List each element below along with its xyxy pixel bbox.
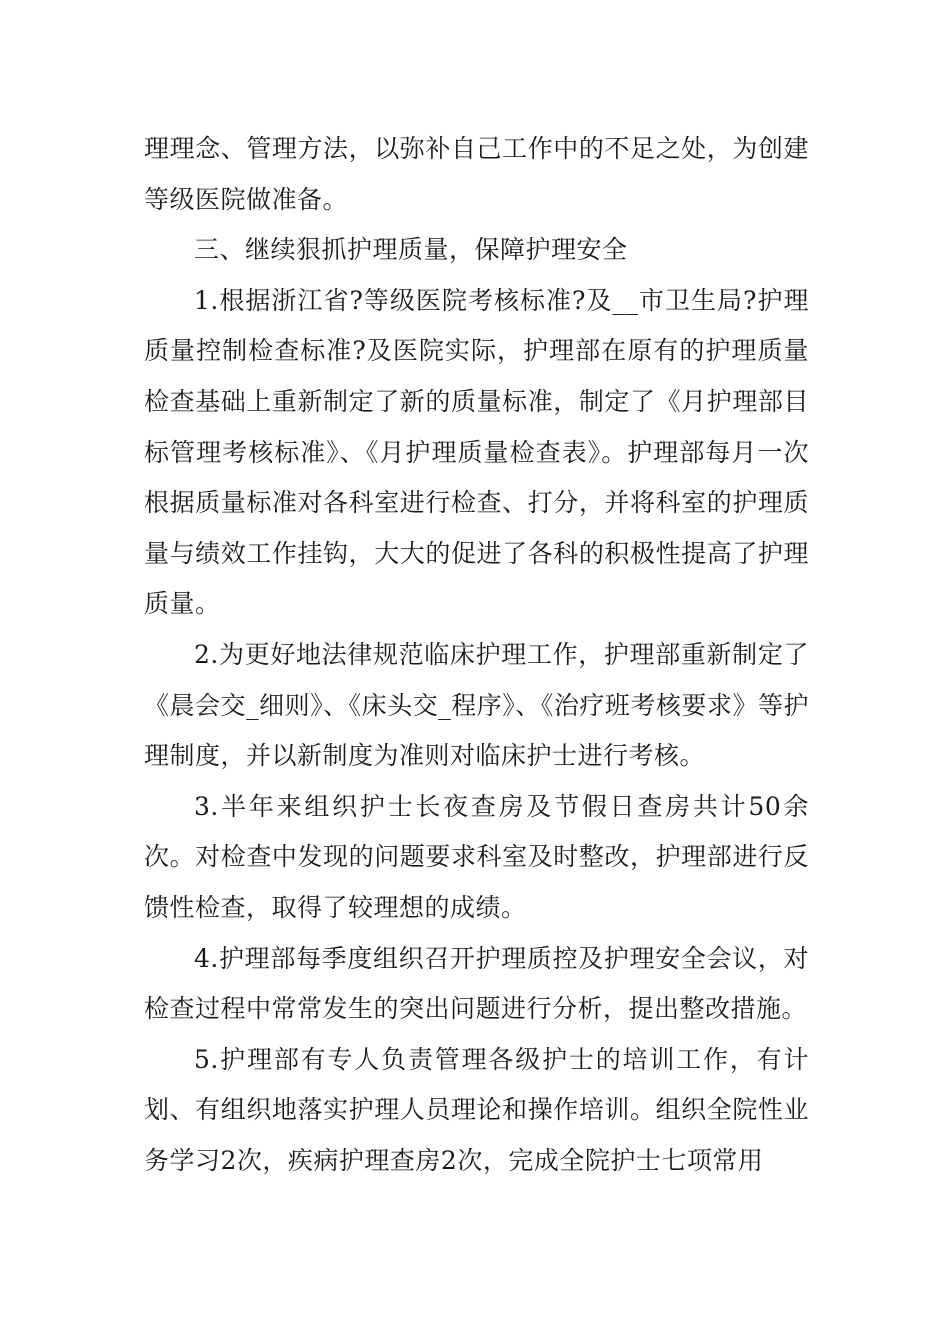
- paragraph-item-3: 3.半年来组织护士长夜查房及节假日查房共计50余次。对检查中发现的问题要求科室及时整改，护理部进行反馈性检查，取得了较理想的成绩。: [144, 791, 809, 922]
- paragraph-continuation: 理理念、管理方法，以弥补自己工作中的不足之处，为创建等级医院做准备。: [144, 134, 809, 214]
- document-body: [144, 124, 809, 1186]
- section-heading: 三、继续狠抓护理质量，保障护理安全: [194, 235, 628, 265]
- paragraph-item-4: 4.护理部每季度组织召开护理质控及护理安全会议，对检查过程中常常发生的突出问题进行分析，提出整改措施。: [144, 943, 809, 1024]
- paragraph-item-5: 5.护理部有专人负责管理各级护士的培训工作，有计划、有组织地落实护理人员理论和操作培训。组织全院性业务学习2次，疾病护理查房2次，完成全院护士七项常用: [144, 1044, 809, 1175]
- paragraph-item-1: 1.根据浙江省?等级医院考核标准?及__市卫生局?护理质量控制检查标准?及医院实际，护理部在原有的护理质量检查基础上重新制定了新的质量标准，制定了《月护理部目标管理考核标准》、《月护理质量检查表》。护理部每月一次根据质量标准对各科室进行检查、打分，并将科室的护理质量与绩效工作挂钩，大大的促进了各科的积极性提高了护理质量。: [144, 285, 809, 619]
- paragraph-item-2: 2.为更好地法律规范临床护理工作，护理部重新制定了《晨会交_细则》、《床头交_程序》、《治疗班考核要求》等护理制度，并以新制度为准则对临床护士进行考核。: [144, 639, 809, 771]
